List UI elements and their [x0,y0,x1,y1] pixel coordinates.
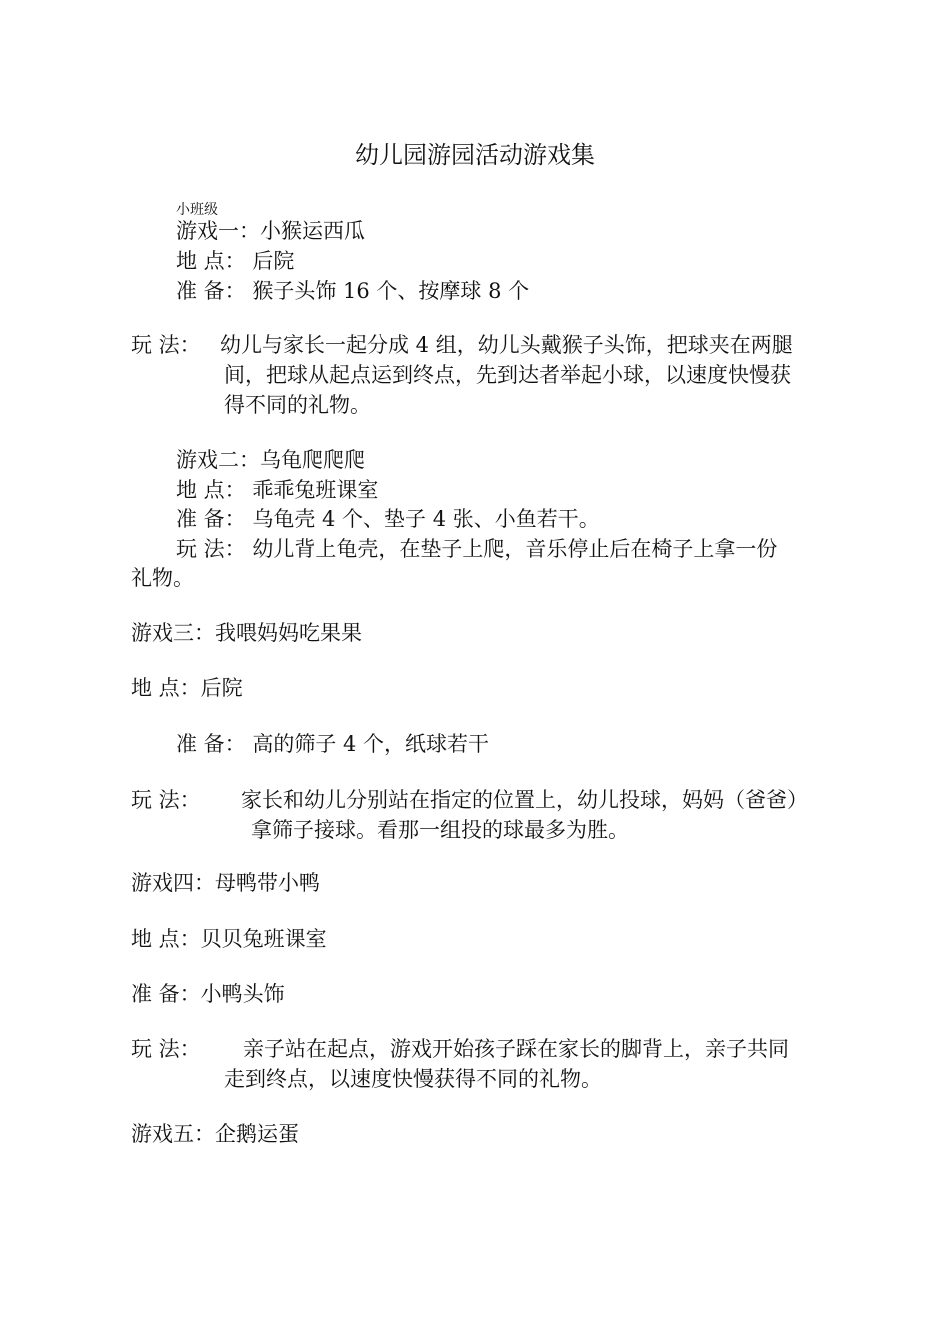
game2-play-line1: 玩 法： 幼儿背上龟壳，在垫子上爬，音乐停止后在椅子上拿一份 [176,537,778,561]
game4-play-line1: 亲子站在起点，游戏开始孩子踩在家长的脚背上，亲子共同 [243,1037,789,1061]
game1-prep: 准 备： 猴子头饰 16 个、按摩球 8 个 [176,279,530,303]
game3-place: 地 点：后院 [131,676,243,700]
page-title: 幼儿园游园活动游戏集 [355,141,595,169]
game3-play-line1: 家长和幼儿分别站在指定的位置上，幼儿投球，妈妈（爸爸） [241,788,808,812]
game1-play-line1: 幼儿与家长一起分成 4 组，幼儿头戴猴子头饰，把球夹在两腿 [220,333,793,357]
game2-prep: 准 备： 乌龟壳 4 个、垫子 4 张、小鱼若干。 [176,507,600,531]
game4-place: 地 点：贝贝兔班课室 [131,927,327,951]
game4-play-label: 玩 法： [131,1037,201,1061]
game2-name: 游戏二：乌龟爬爬爬 [176,448,365,472]
game1-place: 地 点： 后院 [176,249,295,273]
game3-prep: 准 备： 高的筛子 4 个，纸球若干 [176,732,490,756]
game4-prep: 准 备：小鸭头饰 [131,982,285,1006]
game1-play-label: 玩 法： [131,333,201,357]
game3-play-line2: 拿筛子接球。看那一组投的球最多为胜。 [251,818,629,842]
game1-name: 游戏一：小猴运西瓜 [176,219,365,243]
game4-play-line2: 走到终点，以速度快慢获得不同的礼物。 [224,1067,602,1091]
game4-name: 游戏四：母鸭带小鸭 [131,871,320,895]
game3-play-label: 玩 法： [131,788,201,812]
game2-play-line2: 礼物。 [131,566,194,590]
game2-place: 地 点： 乖乖兔班课室 [176,478,379,502]
level-label: 小班级 [176,202,218,218]
game1-play-line3: 得不同的礼物。 [224,393,371,417]
game5-name: 游戏五：企鹅运蛋 [131,1122,299,1146]
game3-name: 游戏三：我喂妈妈吃果果 [131,621,362,645]
game1-play-line2: 间，把球从起点运到终点，先到达者举起小球，以速度快慢获 [224,363,791,387]
